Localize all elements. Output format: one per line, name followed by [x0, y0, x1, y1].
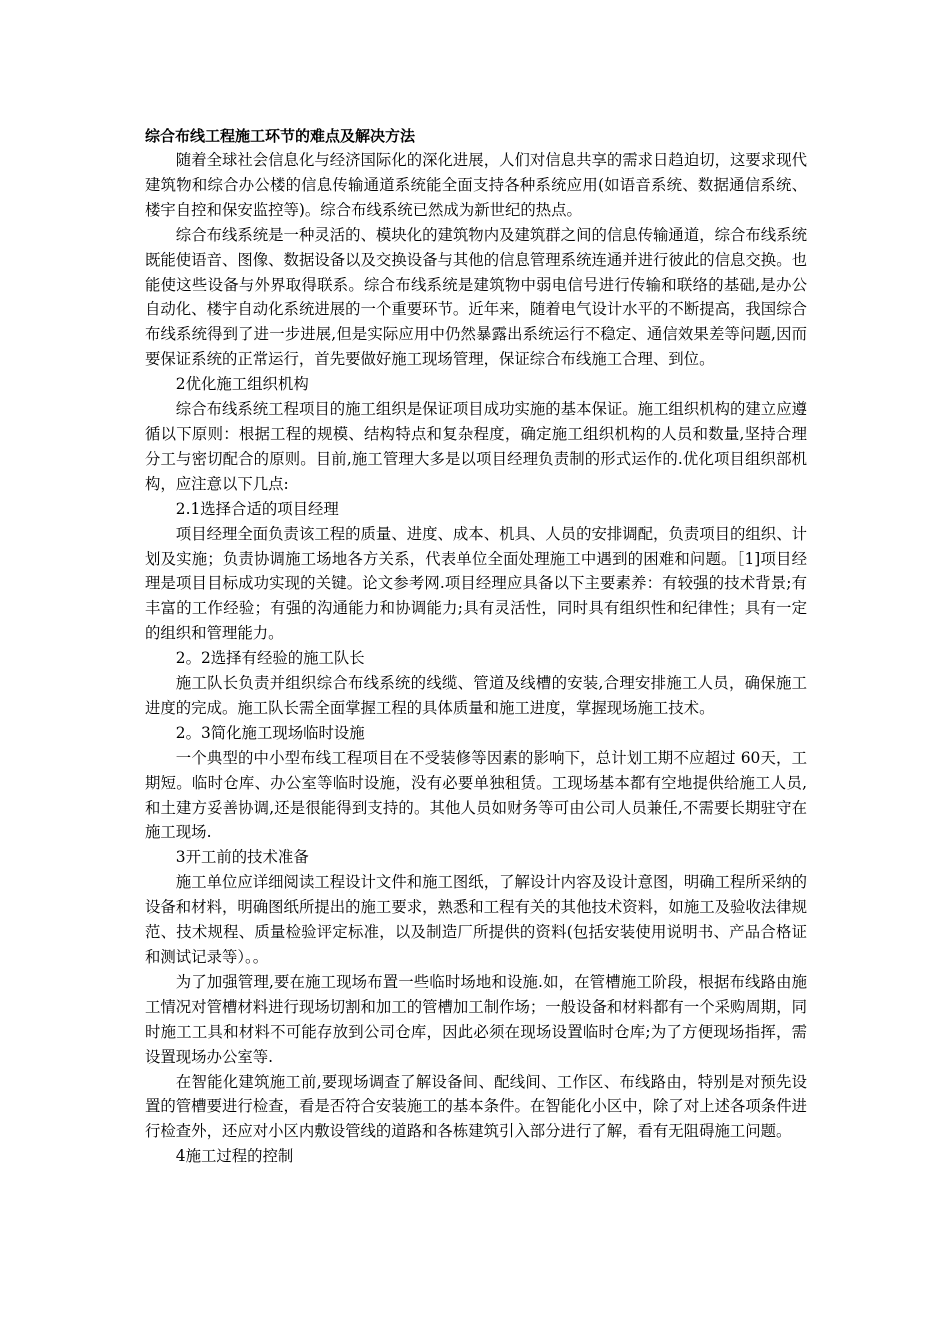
paragraph-section-3-c: 在智能化建筑施工前,要现场调查了解设备间、配线间、工作区、布线路由，特别是对预先设置的管槽要进行检查，看是否符合安装施工的基本条件。在智能化小区中，除了对上述各项条件进行检查外，还应对小区内敷设管线的道路和各栋建筑引入部分进行了解，看有无阻碍施工问题。	[145, 1072, 807, 1141]
paragraph-section-2-2: 施工队长负责并组织综合布线系统的线缆、管道及线槽的安装,合理安排施工人员，确保施工进度的完成。施工队长需全面掌握工程的具体质量和施工进度，掌握现场施工技术。	[145, 674, 807, 717]
paragraph-intro: 随着全球社会信息化与经济国际化的深化进展，人们对信息共享的需求日趋迫切，这要求现代建筑物和综合办公楼的信息传输通道系统能全面支持各种系统应用(如语音系统、数据通信系统、楼宇自控和保安监控等)。综合布线系统已然成为新世纪的热点。	[145, 151, 807, 219]
paragraph-section-2-3: 一个典型的中小型布线工程项目在不受装修等因素的影响下，总计划工期不应超过 60天，工期短。临时仓库、办公室等临时设施，没有必要单独租赁。工现场基本都有空地提供给施工人员,和土建方妥善协调,还是很能得到支持的。其他人员如财务等可由公司人员兼任,不需要长期驻守在施工现场.	[145, 748, 807, 842]
paragraph-section-3-a: 施工单位应详细阅读工程设计文件和施工图纸，了解设计内容及设计意图，明确工程所采纳的设备和材料，明确图纸所提出的施工要求，熟悉和工程有关的其他技术资料，如施工及验收法律规范、技术规程、质量检验评定标准，以及制造厂所提供的资料(包括安装使用说明书、产品合格证和测试记录等）。。	[145, 873, 807, 966]
paragraph-section-2-1: 项目经理全面负责该工程的质量、进度、成本、机具、人员的安排调配，负责项目的组织、计划及实施；负责协调施工场地各方关系，代表单位全面处理施工中遇到的困难和问题。［1]项目经理是项目目标成功实现的关键。论文参考网.项目经理应具备以下主要素养：有较强的技术背景;有丰富的工作经验；有强的沟通能力和协调能力;具有灵活性，同时具有组织性和纪律性；具有一定的组织和管理能力。	[145, 524, 807, 643]
heading-section-3: 3开工前的技术准备	[175, 848, 309, 867]
heading-section-2: 2优化施工组织机构	[175, 375, 309, 394]
document-title: 综合布线工程施工环节的难点及解决方法	[145, 127, 416, 145]
paragraph-section-2: 综合布线系统工程项目的施工组织是保证项目成功实施的基本保证。施工组织机构的建立应遵循以下原则：根据工程的规模、结构特点和复杂程度，确定施工组织机构的人员和数量,坚持合理分工与密切配合的原则。目前,施工管理大多是以项目经理负责制的形式运作的.优化项目组织部机构，应注意以下几点:	[145, 400, 807, 493]
heading-section-2-1: 2.1选择合适的项目经理	[175, 499, 339, 518]
paragraph-section-3-b: 为了加强管理,要在施工现场布置一些临时场地和设施.如，在管槽施工阶段，根据布线路由施工情况对管槽材料进行现场切割和加工的管槽加工制作场；一般设备和材料都有一个采购周期，同时施工工具和材料不可能存放到公司仓库，因此必须在现场设置临时仓库;为了方便现场指挥，需设置现场办公室等.	[145, 972, 807, 1066]
document-page	[145, 124, 807, 1169]
heading-section-2-2: 2。2选择有经验的施工队长	[175, 649, 365, 668]
heading-section-2-3: 2。3简化施工现场临时设施	[175, 723, 365, 742]
heading-section-4: 4施工过程的控制	[175, 1147, 294, 1166]
paragraph-overview: 综合布线系统是一种灵活的、模块化的建筑物内及建筑群之间的信息传输通道，综合布线系统既能使语音、图像、数据设备以及交换设备与其他的信息管理系统连通并进行彼此的信息交换。也能使这些设备与外界取得联系。综合布线系统是建筑物中弱电信号进行传输和联络的基础,是办公自动化、楼宇自动化系统进展的一个重要环节。近年来，随着电气设计水平的不断提高，我国综合布线系统得到了进一步进展,但是实际应用中仍然暴露出系统运行不稳定、通信效果差等问题,因而要保证系统的正常运行，首先要做好施工现场管理，保证综合布线施工合理、到位。	[145, 225, 807, 369]
